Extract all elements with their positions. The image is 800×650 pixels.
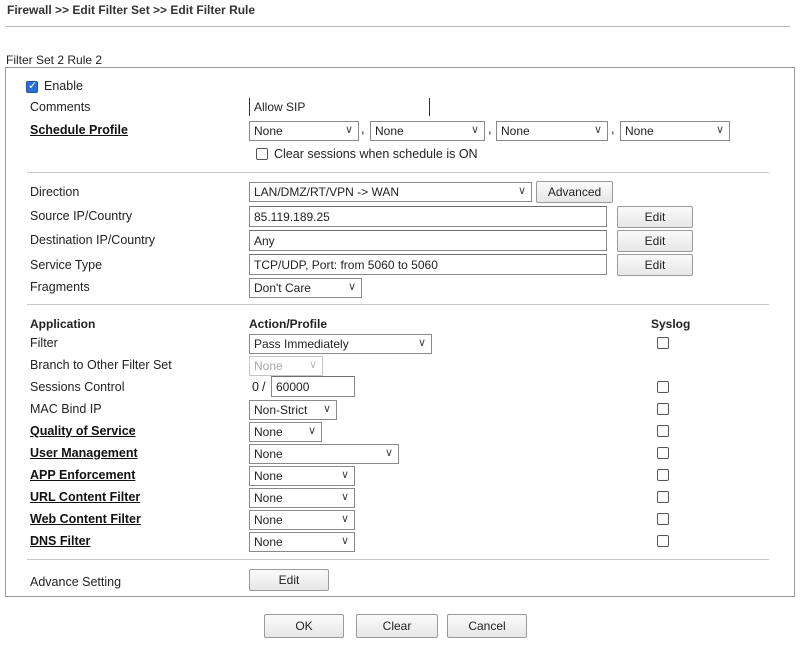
chevron-down-icon: ∨ [384,447,393,459]
schedule-select-2[interactable] [370,121,485,141]
branch-select [249,356,323,376]
app-enforcement-syslog-checkbox[interactable] [657,469,669,481]
direction-label: Direction [30,185,80,199]
comma-separator: , [488,121,492,136]
sessions-syslog-checkbox[interactable] [657,381,669,393]
advance-setting-label: Advance Setting [30,575,122,589]
filter-syslog-checkbox[interactable] [657,337,669,349]
chevron-down-icon: ∨ [322,403,331,415]
service-type-label: Service Type [30,258,103,272]
app-enforcement-select[interactable] [249,466,355,486]
web-content-filter-select[interactable] [249,510,355,530]
chevron-down-icon: ∨ [715,124,724,136]
cancel-button[interactable]: Cancel [447,614,527,638]
filter-set-title: Filter Set 2 Rule 2 [6,53,103,67]
branch-label: Branch to Other Filter Set [30,358,172,372]
chevron-down-icon: ∨ [308,359,317,371]
application-header: Application [30,317,96,331]
source-edit-button[interactable]: Edit [617,206,693,228]
sessions-slash: / [262,380,266,394]
mac-bind-label: MAC Bind IP [30,402,102,416]
schedule-select-4[interactable] [620,121,730,141]
sessions-limit-input[interactable]: 60000 [271,376,355,397]
app-enforcement-link[interactable]: APP Enforcement [30,468,136,482]
chevron-down-icon: ∨ [340,513,349,525]
section-divider [27,304,769,305]
direction-value: LAN/DMZ/RT/VPN -> WAN [254,185,400,199]
sessions-count: 0 [252,380,259,394]
clear-sessions-checkbox[interactable] [256,148,268,160]
fragments-select[interactable] [249,278,362,298]
qos-select[interactable] [249,422,322,442]
schedule-select-1[interactable] [249,121,359,141]
clear-sessions-label: Clear sessions when schedule is ON [274,147,478,161]
advance-edit-button[interactable]: Edit [249,569,329,591]
url-filter-syslog-checkbox[interactable] [657,491,669,503]
chevron-down-icon: ∨ [417,337,426,349]
chevron-down-icon: ∨ [593,124,602,136]
user-management-syslog-checkbox[interactable] [657,447,669,459]
schedule-profile-link[interactable]: Schedule Profile [30,123,128,137]
destination-ip-field: Any [249,230,607,251]
dns-filter-link[interactable]: DNS Filter [30,534,91,548]
filter-value: Pass Immediately [254,337,349,351]
comma-separator: , [361,121,365,136]
filter-rule-panel [5,67,795,597]
filter-select[interactable] [249,334,432,354]
schedule-select-1-value: None [254,124,283,138]
mac-bind-value: Non-Strict [254,403,308,417]
clear-button[interactable]: Clear [356,614,438,638]
app-enforcement-value: None [254,469,283,483]
filter-label: Filter [30,336,58,350]
fragments-label: Fragments [30,280,90,294]
mac-bind-syslog-checkbox[interactable] [657,403,669,415]
enable-label: Enable [44,79,83,93]
web-filter-syslog-checkbox[interactable] [657,513,669,525]
comments-input[interactable]: Allow SIP [254,100,306,114]
url-content-filter-value: None [254,491,283,505]
comments-field-left-edge [249,98,250,116]
service-edit-button[interactable]: Edit [617,254,693,276]
url-content-filter-link[interactable]: URL Content Filter [30,490,141,504]
chevron-down-icon: ∨ [517,185,526,197]
chevron-down-icon: ∨ [340,469,349,481]
source-ip-field: 85.119.189.25 [249,206,607,227]
section-divider [27,172,769,173]
service-type-field: TCP/UDP, Port: from 5060 to 5060 [249,254,607,275]
qos-link[interactable]: Quality of Service [30,424,136,438]
chevron-down-icon: ∨ [340,535,349,547]
source-ip-label: Source IP/Country [30,209,133,223]
comments-label: Comments [30,100,91,114]
advanced-button[interactable]: Advanced [536,181,613,203]
chevron-down-icon: ∨ [344,124,353,136]
direction-select[interactable] [249,182,532,202]
schedule-select-3[interactable] [496,121,608,141]
url-content-filter-select[interactable] [249,488,355,508]
dns-filter-select[interactable] [249,532,355,552]
comments-field-right-edge [429,98,430,116]
chevron-down-icon: ∨ [347,281,356,293]
ok-button[interactable]: OK [264,614,344,638]
destination-ip-label: Destination IP/Country [30,233,156,247]
qos-value: None [254,425,283,439]
action-profile-header: Action/Profile [249,317,328,331]
web-content-filter-link[interactable]: Web Content Filter [30,512,141,526]
dns-filter-value: None [254,535,283,549]
syslog-header: Syslog [651,317,691,331]
chevron-down-icon: ∨ [307,425,316,437]
mac-bind-select[interactable] [249,400,337,420]
chevron-down-icon: ∨ [340,491,349,503]
web-content-filter-value: None [254,513,283,527]
breadcrumb: Firewall >> Edit Filter Set >> Edit Filter Rule [7,3,256,17]
schedule-select-4-value: None [625,124,654,138]
schedule-select-2-value: None [375,124,404,138]
branch-value: None [254,359,283,373]
user-management-value: None [254,447,283,461]
fragments-value: Don't Care [254,281,311,295]
schedule-select-3-value: None [501,124,530,138]
user-management-link[interactable]: User Management [30,446,138,460]
section-divider [27,559,769,560]
chevron-down-icon: ∨ [470,124,479,136]
header-divider [6,26,790,27]
qos-syslog-checkbox[interactable] [657,425,669,437]
enable-checkbox[interactable] [26,81,38,93]
sessions-control-label: Sessions Control [30,380,125,394]
destination-edit-button[interactable]: Edit [617,230,693,252]
user-management-select[interactable] [249,444,399,464]
comma-separator: , [611,121,615,136]
dns-filter-syslog-checkbox[interactable] [657,535,669,547]
